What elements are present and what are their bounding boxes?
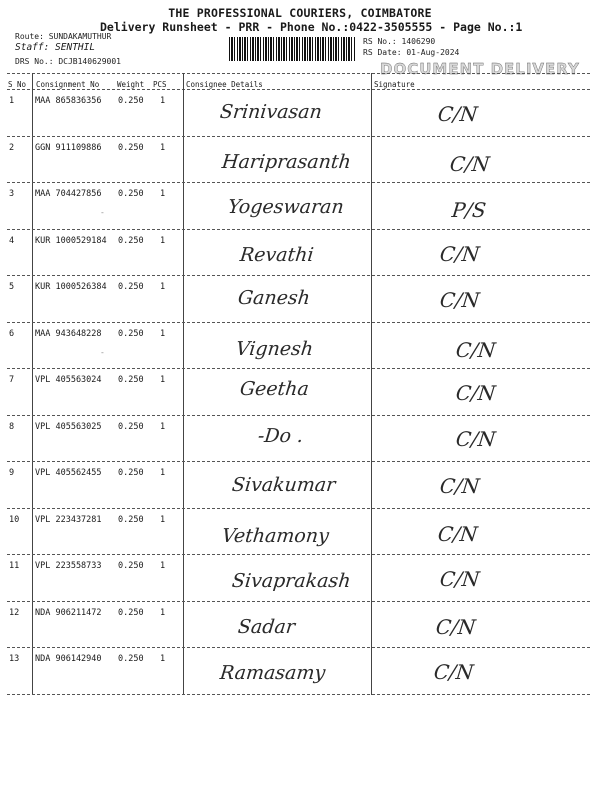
row-consignment: VPL 405563025 [35, 421, 102, 432]
document-delivery-stamp: DOCUMENT DELIVERY [380, 60, 580, 78]
col-divider [32, 73, 33, 695]
row-sno: 5 [9, 282, 15, 292]
row-rule [7, 694, 590, 695]
row-rule [7, 601, 590, 602]
header-consignee: Consignee Details [186, 80, 263, 89]
row-weight: 0.250 [118, 421, 144, 432]
row-consignee: Geetha [238, 378, 311, 400]
route-label: Route: SUNDAKAMUTHUR [15, 32, 112, 41]
row-sno: 3 [9, 189, 15, 199]
row-consignment: MAA 704427856 [35, 189, 102, 199]
row-signature: C/N [436, 102, 479, 126]
col-divider [183, 73, 184, 695]
row-pcs: 1 [160, 235, 166, 246]
row-pcs: 1 [160, 189, 166, 199]
row-consignee: Ganesh [236, 287, 312, 309]
row-consignee: Hariprasanth [220, 150, 352, 173]
row-rule [7, 554, 590, 555]
row-rule [7, 182, 590, 183]
row-consignee: -Do . [256, 424, 305, 447]
row-pcs: 1 [160, 468, 166, 478]
row-sno: 12 [9, 607, 20, 618]
row-pcs: 1 [160, 561, 166, 571]
row-consignment: VPL 405562455 [35, 468, 102, 478]
row-pcs: 1 [160, 654, 166, 664]
row-rule [7, 229, 590, 230]
row-sno: 8 [9, 421, 15, 432]
header-consignment: Consignment No [36, 80, 100, 89]
row-sno: 7 [9, 375, 15, 385]
col-divider [371, 73, 372, 695]
row-signature: P/S [450, 198, 488, 222]
row-rule [7, 275, 590, 276]
row-consignment: KUR 1000529184 [35, 235, 107, 246]
row-consignee: Revathi [238, 243, 315, 266]
row-signature: C/N [434, 614, 477, 639]
row-consignee: Vignesh [234, 337, 315, 360]
row-sno: 1 [9, 96, 15, 106]
header-signature: Signature [374, 80, 415, 89]
row-signature: C/N [438, 241, 481, 266]
row-consignee: Sadar [236, 615, 297, 638]
row-pcs: 1 [160, 514, 166, 525]
row-sno: 11 [9, 561, 20, 571]
row-consignment: NDA 906142940 [35, 654, 102, 664]
row-signature: C/N [438, 567, 481, 591]
row-signature: C/N [448, 151, 491, 176]
row-weight: 0.250 [118, 654, 144, 664]
runsheet-subtitle: Delivery Runsheet - PRR - Phone No.:0422-3505555 - Page No.:1 [100, 20, 523, 34]
row-pcs: 1 [160, 421, 166, 432]
row-rule [7, 647, 590, 648]
row-rule [7, 508, 590, 509]
row-signature: C/N [432, 660, 475, 684]
row-rule [7, 322, 590, 323]
header-rule [7, 89, 590, 90]
row-pcs: 1 [160, 282, 166, 292]
row-consignee: Sivaprakash [230, 570, 352, 592]
row-weight: 0.250 [118, 189, 144, 199]
row-pcs: 1 [160, 96, 166, 106]
row-consignee: Sivakumar [230, 474, 337, 496]
row-sno: 4 [9, 235, 15, 246]
row-sno: 2 [9, 142, 15, 153]
row-sno: 6 [9, 328, 15, 339]
header-pcs: PCS [153, 80, 167, 89]
row-consignment: KUR 1000526384 [35, 282, 107, 292]
row-signature: C/N [454, 426, 497, 451]
row-weight: 0.250 [118, 142, 144, 153]
row-consignment: VPL 223437281 [35, 514, 102, 525]
row-consignment: MAA 943648228 [35, 328, 102, 339]
row-signature: C/N [438, 474, 481, 498]
row-consignee: Srinivasan [218, 101, 324, 123]
row-sno: 13 [9, 654, 20, 664]
drs-number: DRS No.: DCJB140629001 [15, 57, 121, 66]
row-rule [7, 461, 590, 462]
table-top-rule [7, 73, 590, 74]
row-pcs: 1 [160, 142, 166, 153]
row-consignment: MAA 865836356 [35, 96, 102, 106]
row-signature: C/N [436, 521, 479, 546]
row-rule [7, 415, 590, 416]
pen-mark: - [100, 208, 105, 217]
barcode [229, 37, 356, 61]
rs-number: RS No.: 1406290 [363, 37, 436, 46]
row-sno: 10 [9, 514, 20, 525]
row-weight: 0.250 [118, 375, 144, 385]
row-consignment: NDA 906211472 [35, 607, 102, 618]
row-weight: 0.250 [118, 607, 144, 618]
row-sno: 9 [9, 468, 15, 478]
row-consignee: Yogeswaran [226, 196, 345, 218]
row-rule [7, 368, 590, 369]
row-pcs: 1 [160, 328, 166, 339]
row-signature: C/N [438, 288, 481, 312]
row-weight: 0.250 [118, 514, 144, 525]
pen-mark: - [100, 347, 105, 357]
row-consignment: GGN 911109886 [35, 142, 102, 153]
row-signature: C/N [454, 381, 497, 405]
row-signature: C/N [454, 337, 497, 362]
header-weight: Weight [117, 80, 145, 89]
row-consignment: VPL 405563024 [35, 375, 102, 385]
row-weight: 0.250 [118, 96, 144, 106]
row-weight: 0.250 [118, 561, 144, 571]
row-consignee: Ramasamy [218, 662, 327, 684]
rs-date: RS Date: 01-Aug-2024 [363, 48, 460, 57]
row-consignment: VPL 223558733 [35, 561, 102, 571]
row-weight: 0.250 [118, 282, 144, 292]
staff-label: Staff: SENTHIL [15, 42, 96, 53]
row-weight: 0.250 [118, 468, 144, 478]
header-sno: S No [8, 80, 27, 89]
row-weight: 0.250 [118, 328, 144, 339]
row-weight: 0.250 [118, 235, 144, 246]
row-consignee: Vethamony [220, 524, 331, 547]
row-pcs: 1 [160, 607, 166, 618]
row-pcs: 1 [160, 375, 166, 385]
company-title: THE PROFESSIONAL COURIERS, COIMBATORE [168, 6, 432, 20]
row-rule [7, 136, 590, 137]
